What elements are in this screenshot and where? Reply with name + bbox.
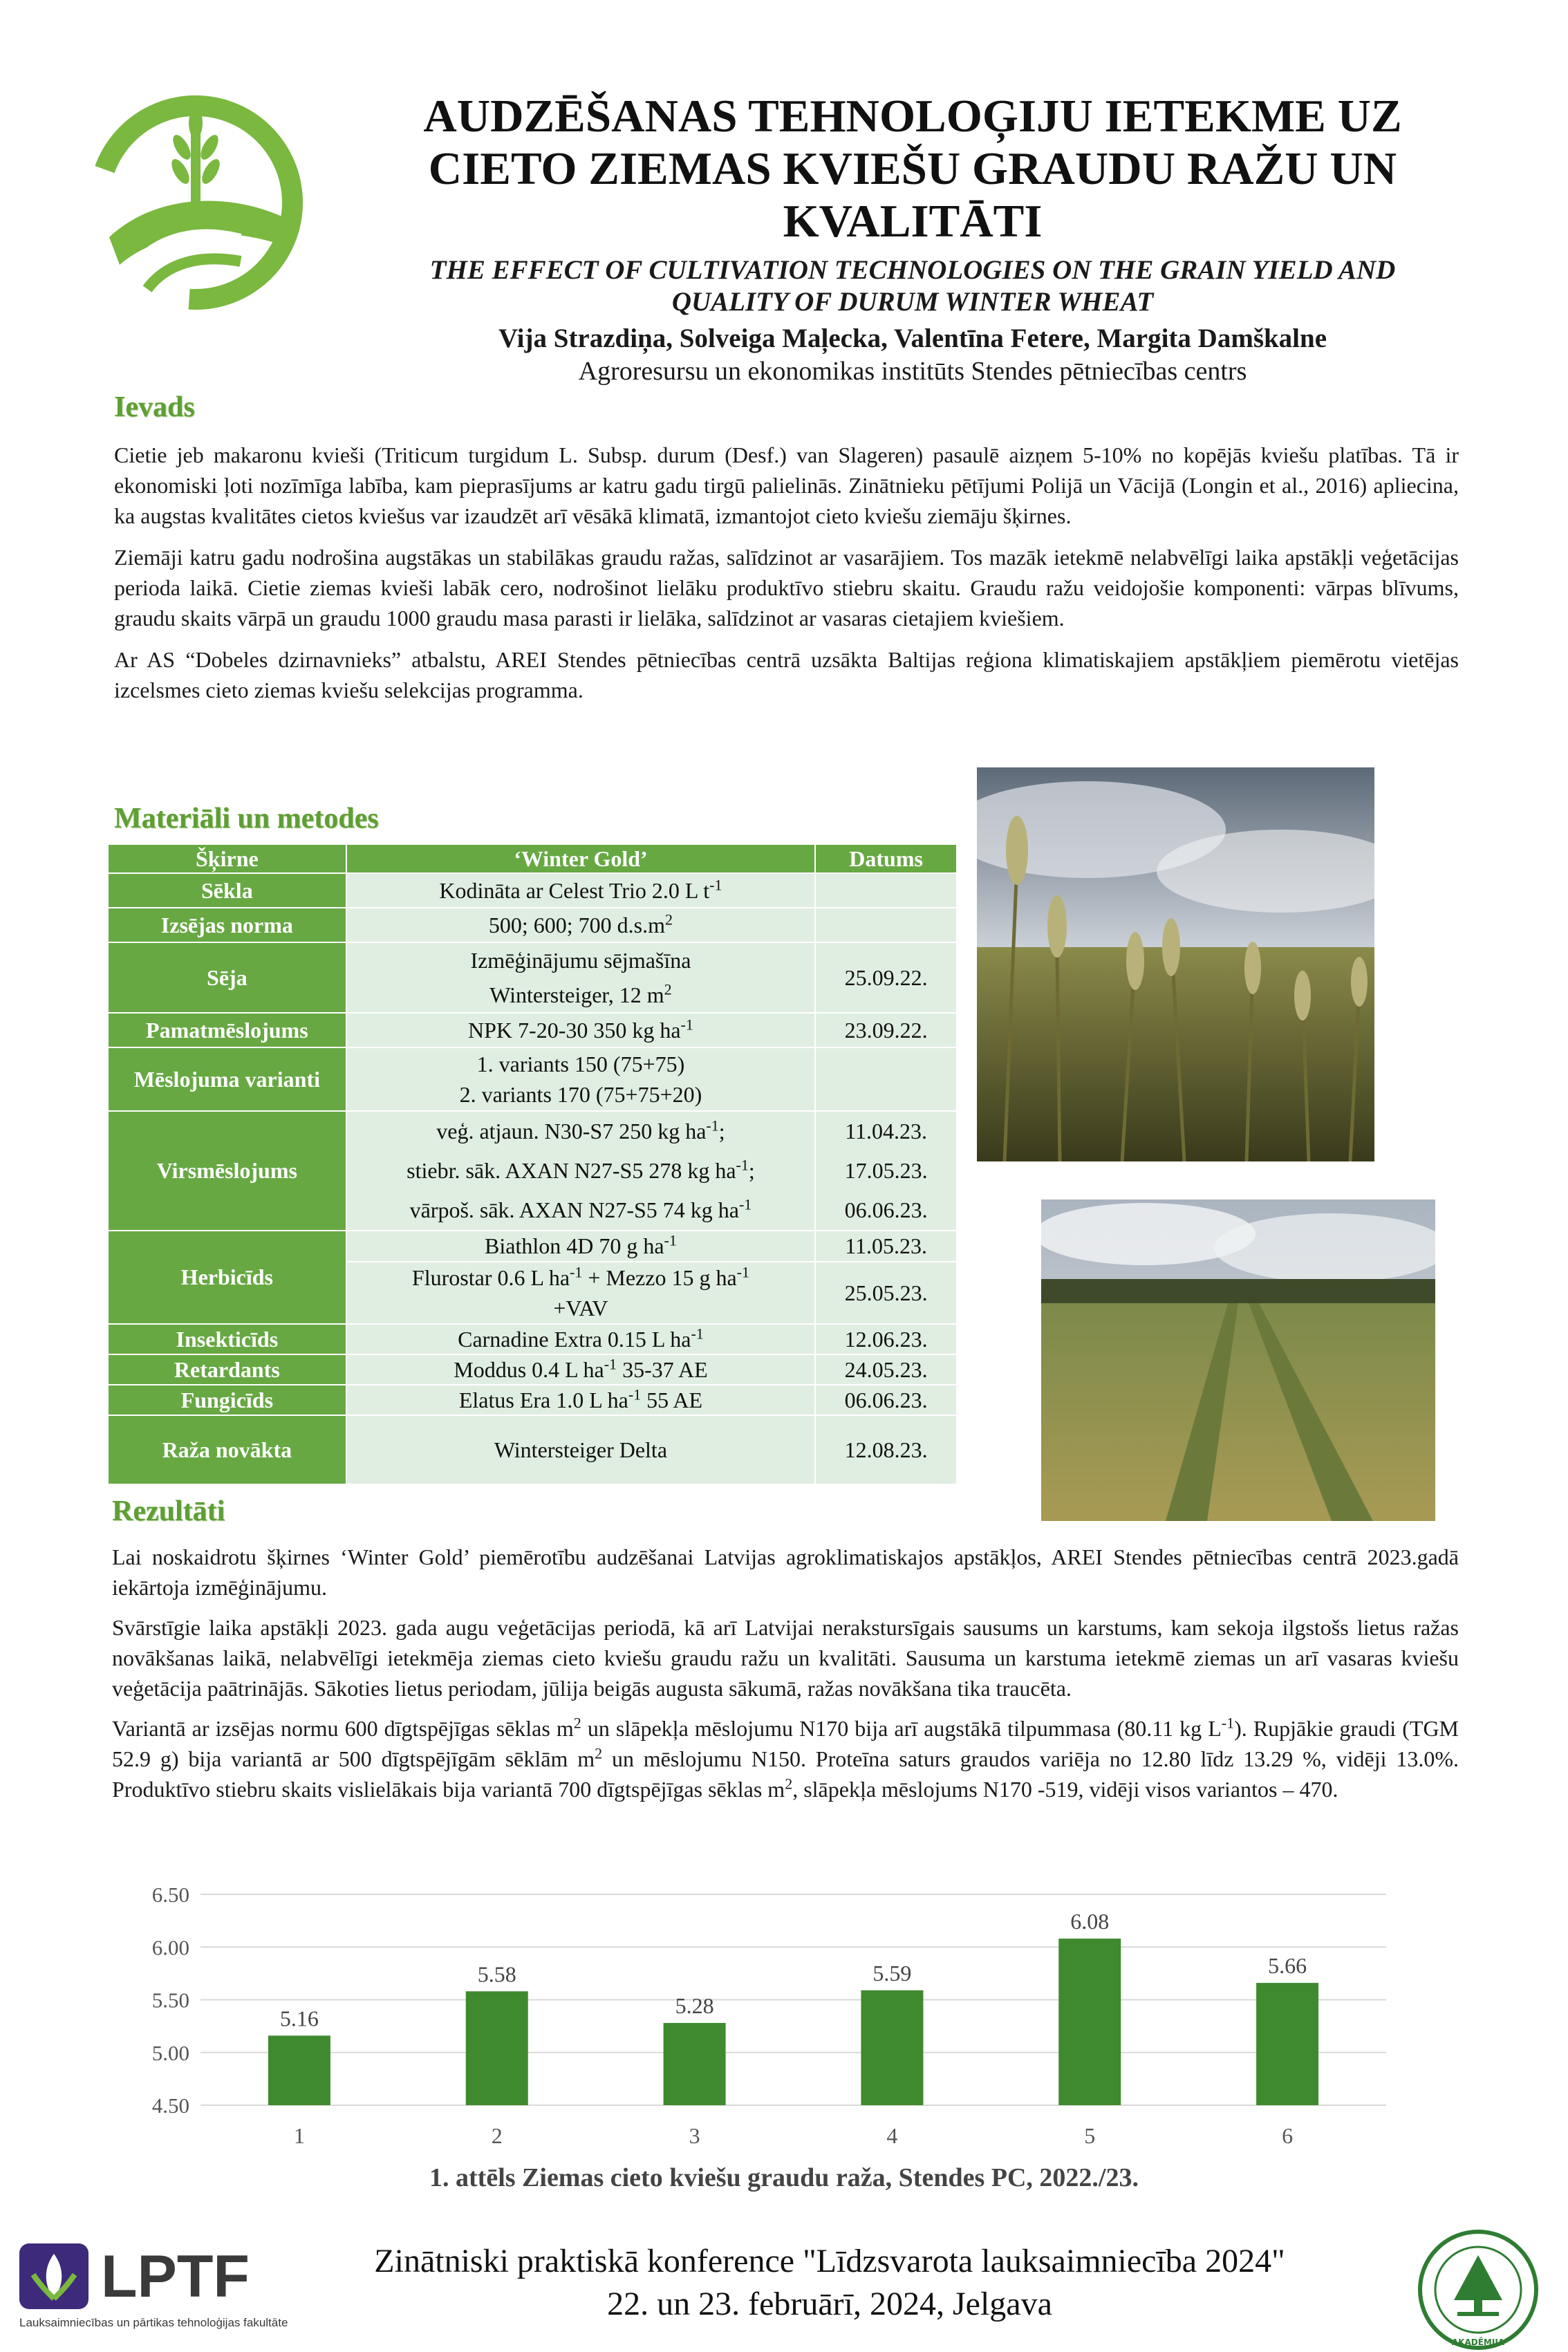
table-header-cell: ‘Winter Gold’ <box>346 844 816 873</box>
y-tick-label: 5.50 <box>151 1988 189 2013</box>
table-cell: veģ. atjaun. N30-S7 250 kg $ha^{-1}$; stiebr. sāk. AXAN N27-S5 278 kg $ha^{-1}$; vārpoš. sāk. AXAN N27-S5 74 kg $ha^{-1}$ <box>346 1111 816 1231</box>
bar <box>1256 1983 1318 2105</box>
x-tick-label: 1 <box>293 2123 305 2148</box>
bar <box>664 2023 726 2105</box>
x-tick-label: 2 <box>491 2123 503 2148</box>
y-tick-label: 5.00 <box>151 2040 189 2065</box>
title-english: THE EFFECT OF CULTIVATION TECHNOLOGIES ON THE GRAIN YIELD AND QUALITY OF DURUM WINTER WHEAT <box>429 255 1396 317</box>
table-header-cell: Šķirne <box>108 844 346 873</box>
table-cell: 11.05.23. <box>815 1231 957 1262</box>
table-cell: Biathlon 4D 70 g $ha^{-1}$ <box>346 1231 816 1262</box>
table-cell: 25.05.23. <box>815 1262 957 1324</box>
chart-caption: 1. attēls Ziemas cieto kviešu graudu raža, Stendes PC, 2022./23. <box>429 2163 1139 2192</box>
x-tick-label: 4 <box>886 2123 898 2148</box>
data-label: 5.58 <box>477 1961 516 1987</box>
row-label: Insekticīds <box>108 1324 346 1354</box>
row-label: Sēkla <box>108 873 346 908</box>
intro-paragraph-2: Ziemāji katru gadu nodrošina augstākas un stabilākas graudu ražas, salīdzinot ar vasarājiem. Tos mazāk ietekmē nelabvēlīgi laika apstākļi veģetācijas perioda laikā. Cietie ziemas kvieši labāk cero, nodrošinot lielāku produktīvo stiebru skaitu. Graudu ražu veidojošie komponenti: vārpas blīvums, graudu skaits vārpā un graudu 1000 graudu masa parasti ir lielāka, salīdzinot ar vasaras cietajiem kviešiem. <box>114 545 1459 631</box>
chart-labels <box>152 1883 1307 2148</box>
methods-heading: Materiāli un metodes <box>114 803 379 834</box>
data-label: 5.16 <box>279 2006 319 2031</box>
institute-logo <box>82 88 310 317</box>
table-header-cell: Datums <box>815 844 957 873</box>
yield-bar-chart <box>135 1880 1421 2178</box>
wheat-field-photo <box>1041 1200 1435 1521</box>
lptf-logo <box>19 2243 288 2333</box>
table-row <box>108 844 957 873</box>
lptf-subtitle: Lauksaimniecības un pārtikas tehnoloģijas fakultāte <box>19 2316 288 2329</box>
title-block <box>346 90 1480 387</box>
table-row <box>108 942 957 1013</box>
data-label: 5.66 <box>1268 1953 1307 1979</box>
table-cell: Elatus Era 1.0 L $ha^{-1}$ 55 AE <box>346 1385 816 1415</box>
table-cell: 23.09.22. <box>815 1013 957 1047</box>
table-cell: 06.06.23. <box>815 1385 957 1415</box>
bar <box>268 2035 330 2105</box>
table-row <box>108 1354 957 1385</box>
row-label: Sēja <box>108 942 346 1013</box>
lptf-emblem-icon <box>19 2243 95 2313</box>
bar <box>861 1990 923 2105</box>
methods-table <box>107 843 958 1485</box>
table-cell: Izmēģinājumu sējmašīna Wintersteiger, 12 $m^2$ <box>346 942 816 1013</box>
table-cell: 24.05.23. <box>815 1354 957 1385</box>
table-row <box>108 873 957 908</box>
table-row <box>108 1111 957 1231</box>
table-cell: Flurostar 0.6 L $ha^{-1}$ + Mezzo 15 g $ha^{-1}$ +VAV <box>346 1262 816 1324</box>
row-label: Izsējas norma <box>108 908 346 942</box>
intro-text <box>114 440 1459 705</box>
table-row <box>108 1385 957 1415</box>
table-cell: 500; 600; 700 $d.s.m^2$ <box>346 908 816 942</box>
table-cell: 1. variants 150 (75+75) 2. variants 170 (75+75+20) <box>346 1047 816 1111</box>
table-cell <box>815 873 957 908</box>
wheat-closeup-photo <box>977 767 1374 1161</box>
row-label: Raža novākta <box>108 1415 346 1484</box>
row-label: Fungicīds <box>108 1385 346 1415</box>
table-cell <box>815 908 957 942</box>
table-cell: 25.09.22. <box>815 942 957 1013</box>
x-tick-label: 3 <box>689 2123 700 2148</box>
lptf-name: LPTF <box>101 2243 250 2310</box>
bar <box>466 1991 528 2105</box>
table-row <box>108 1324 957 1354</box>
data-label: 5.28 <box>675 1993 714 2019</box>
row-label: Pamatmēslojums <box>108 1013 346 1047</box>
results-paragraph-2: Svārstīgie laika apstākļi 2023. gada augu veģetācijas periodā, kā arī Latvijai nerakstursīgais sausums un karstums, kam sekoja ilgstošs lietus ražas novākšanas laikā, nelabvēlīgi ietekmēja ziemas cieto kviešu graudu ražu un kvalitāti. Sausuma un karstuma ietekmē ziemas un arī vasaras kviešu veģetācija paātrinājās. Sākoties lietus periodam, jūlija beigās augusta sākumā, ražas novākšana tika traucēta. <box>112 1615 1459 1701</box>
row-label: Retardants <box>108 1354 346 1385</box>
authors: Vija Strazdiņa, Solveiga Maļecka, Valentīna Fetere, Margita Damškalne <box>498 324 1327 353</box>
data-label: 6.08 <box>1070 1909 1110 1934</box>
intro-heading: Ievads <box>114 391 195 423</box>
conference-title: Zinātniski praktiskā konference "Līdzsvarota lauksaimniecība 2024" <box>374 2243 1285 2279</box>
results-heading: Rezultāti <box>112 1495 225 1527</box>
y-tick-label: 4.50 <box>151 2093 189 2118</box>
intro-paragraph-1: Cietie jeb makaronu kvieši (Triticum turgidum L. Subsp. durum (Desf.) van Slageren) pasaulē aizņem 5-10% no kopējās kviešu platības. Tā ir ekonomiski ļoti nozīmīga labība, kam pieprasījums ar katru gadu tirgū palielinās. Zinātnieku pētījumi Polijā un Vācijā (Longin et al., 2016) apliecina, ka augstas kvalitātes cietos kviešus var izaudzēt arī vēsākā klimatā, izmantojot cieto kviešu ziemāju šķirnes. <box>114 442 1459 528</box>
table-row <box>108 1415 957 1484</box>
table-row <box>108 1231 957 1262</box>
table-cell: 12.08.23. <box>815 1415 957 1484</box>
conference-info <box>277 2240 1383 2326</box>
table-cell: 12.06.23. <box>815 1324 957 1354</box>
conference-date: 22. un 23. februārī, 2024, Jelgava <box>607 2286 1052 2322</box>
x-tick-label: 5 <box>1084 2123 1096 2148</box>
y-tick-label: 6.50 <box>151 1883 189 1907</box>
table-row <box>108 908 957 942</box>
table-cell <box>815 1047 957 1111</box>
y-tick-label: 6.00 <box>151 1935 189 1960</box>
seal-text: AKADĒMIJA <box>1451 2337 1505 2347</box>
table-row <box>108 1047 957 1111</box>
row-label: Herbicīds <box>108 1231 346 1324</box>
page-title: AUDZĒŠANAS TEHNOLOĢIJU IETEKME UZ CIETO ZIEMAS KVIEŠU GRAUDU RAŽU UN KVALITĀTI <box>423 91 1402 247</box>
bar <box>1058 1939 1121 2105</box>
chart-bars <box>268 1939 1318 2105</box>
table-cell: 11.04.23. 17.05.23. 06.06.23. <box>815 1111 957 1231</box>
results-paragraph-1: Lai noskaidrotu šķirnes ‘Winter Gold’ piemērotību audzēšanai Latvijas agroklimatiskajos apstākļos, AREI Stendes pētniecības centrā 2023.gadā iekārtoja izmēģinājumu. <box>112 1544 1459 1600</box>
x-tick-label: 6 <box>1282 2123 1294 2148</box>
data-label: 5.59 <box>872 1960 912 1986</box>
row-label: Mēslojuma varianti <box>108 1047 346 1111</box>
table-cell: Carnadine Extra 0.15 L $ha^{-1}$ <box>346 1324 816 1354</box>
table-cell: NPK 7-20-30 350 kg $ha^{-1}$ <box>346 1013 816 1047</box>
results-text <box>112 1542 1459 1804</box>
table-row <box>108 1013 957 1047</box>
results-paragraph-3: Variantā ar izsējas normu 600 dīgtspējīgas sēklas $m^2$ un slāpekļa mēslojumu N170 bija arī augstākā tilpummasa (80.11 kg $L^{-1}$). Rupjākie graudi (TGM 52.9 g) bija variantā ar 500 dīgtspējīgām sēklām $m^2$ un mēslojumu N150. Proteīna saturs graudos variēja no 12.80 līdz 13.29 %, vidēji 13.0%. Produktīvo stiebru skaits vislielākais bija variantā 700 dīgtspējīgas sēklas $m^2$, slāpekļa mēslojums N170 -519, vidēji visos variantos – 470. <box>112 1714 1459 1802</box>
table-cell: Kodināta ar Celest Trio 2.0 L $t^{-1}$ <box>346 873 816 908</box>
university-seal-icon <box>1416 2228 1540 2352</box>
chart-grid <box>200 1894 1386 2105</box>
intro-paragraph-3: Ar AS “Dobeles dzirnavnieks” atbalstu, AREI Stendes pētniecības centrā uzsākta Baltijas reģiona klimatiskajiem apstākļiem piemērotu vietējas izcelsmes cieto ziemas kviešu selekcijas programma. <box>114 647 1459 702</box>
affiliation: Agroresursu un ekonomikas institūts Stendes pētniecības centrs <box>578 357 1247 386</box>
table-cell: Moddus 0.4 L $ha^{-1}$ 35-37 AE <box>346 1354 816 1385</box>
row-label: Virsmēslojums <box>108 1111 346 1231</box>
table-cell: Wintersteiger Delta <box>346 1415 816 1484</box>
